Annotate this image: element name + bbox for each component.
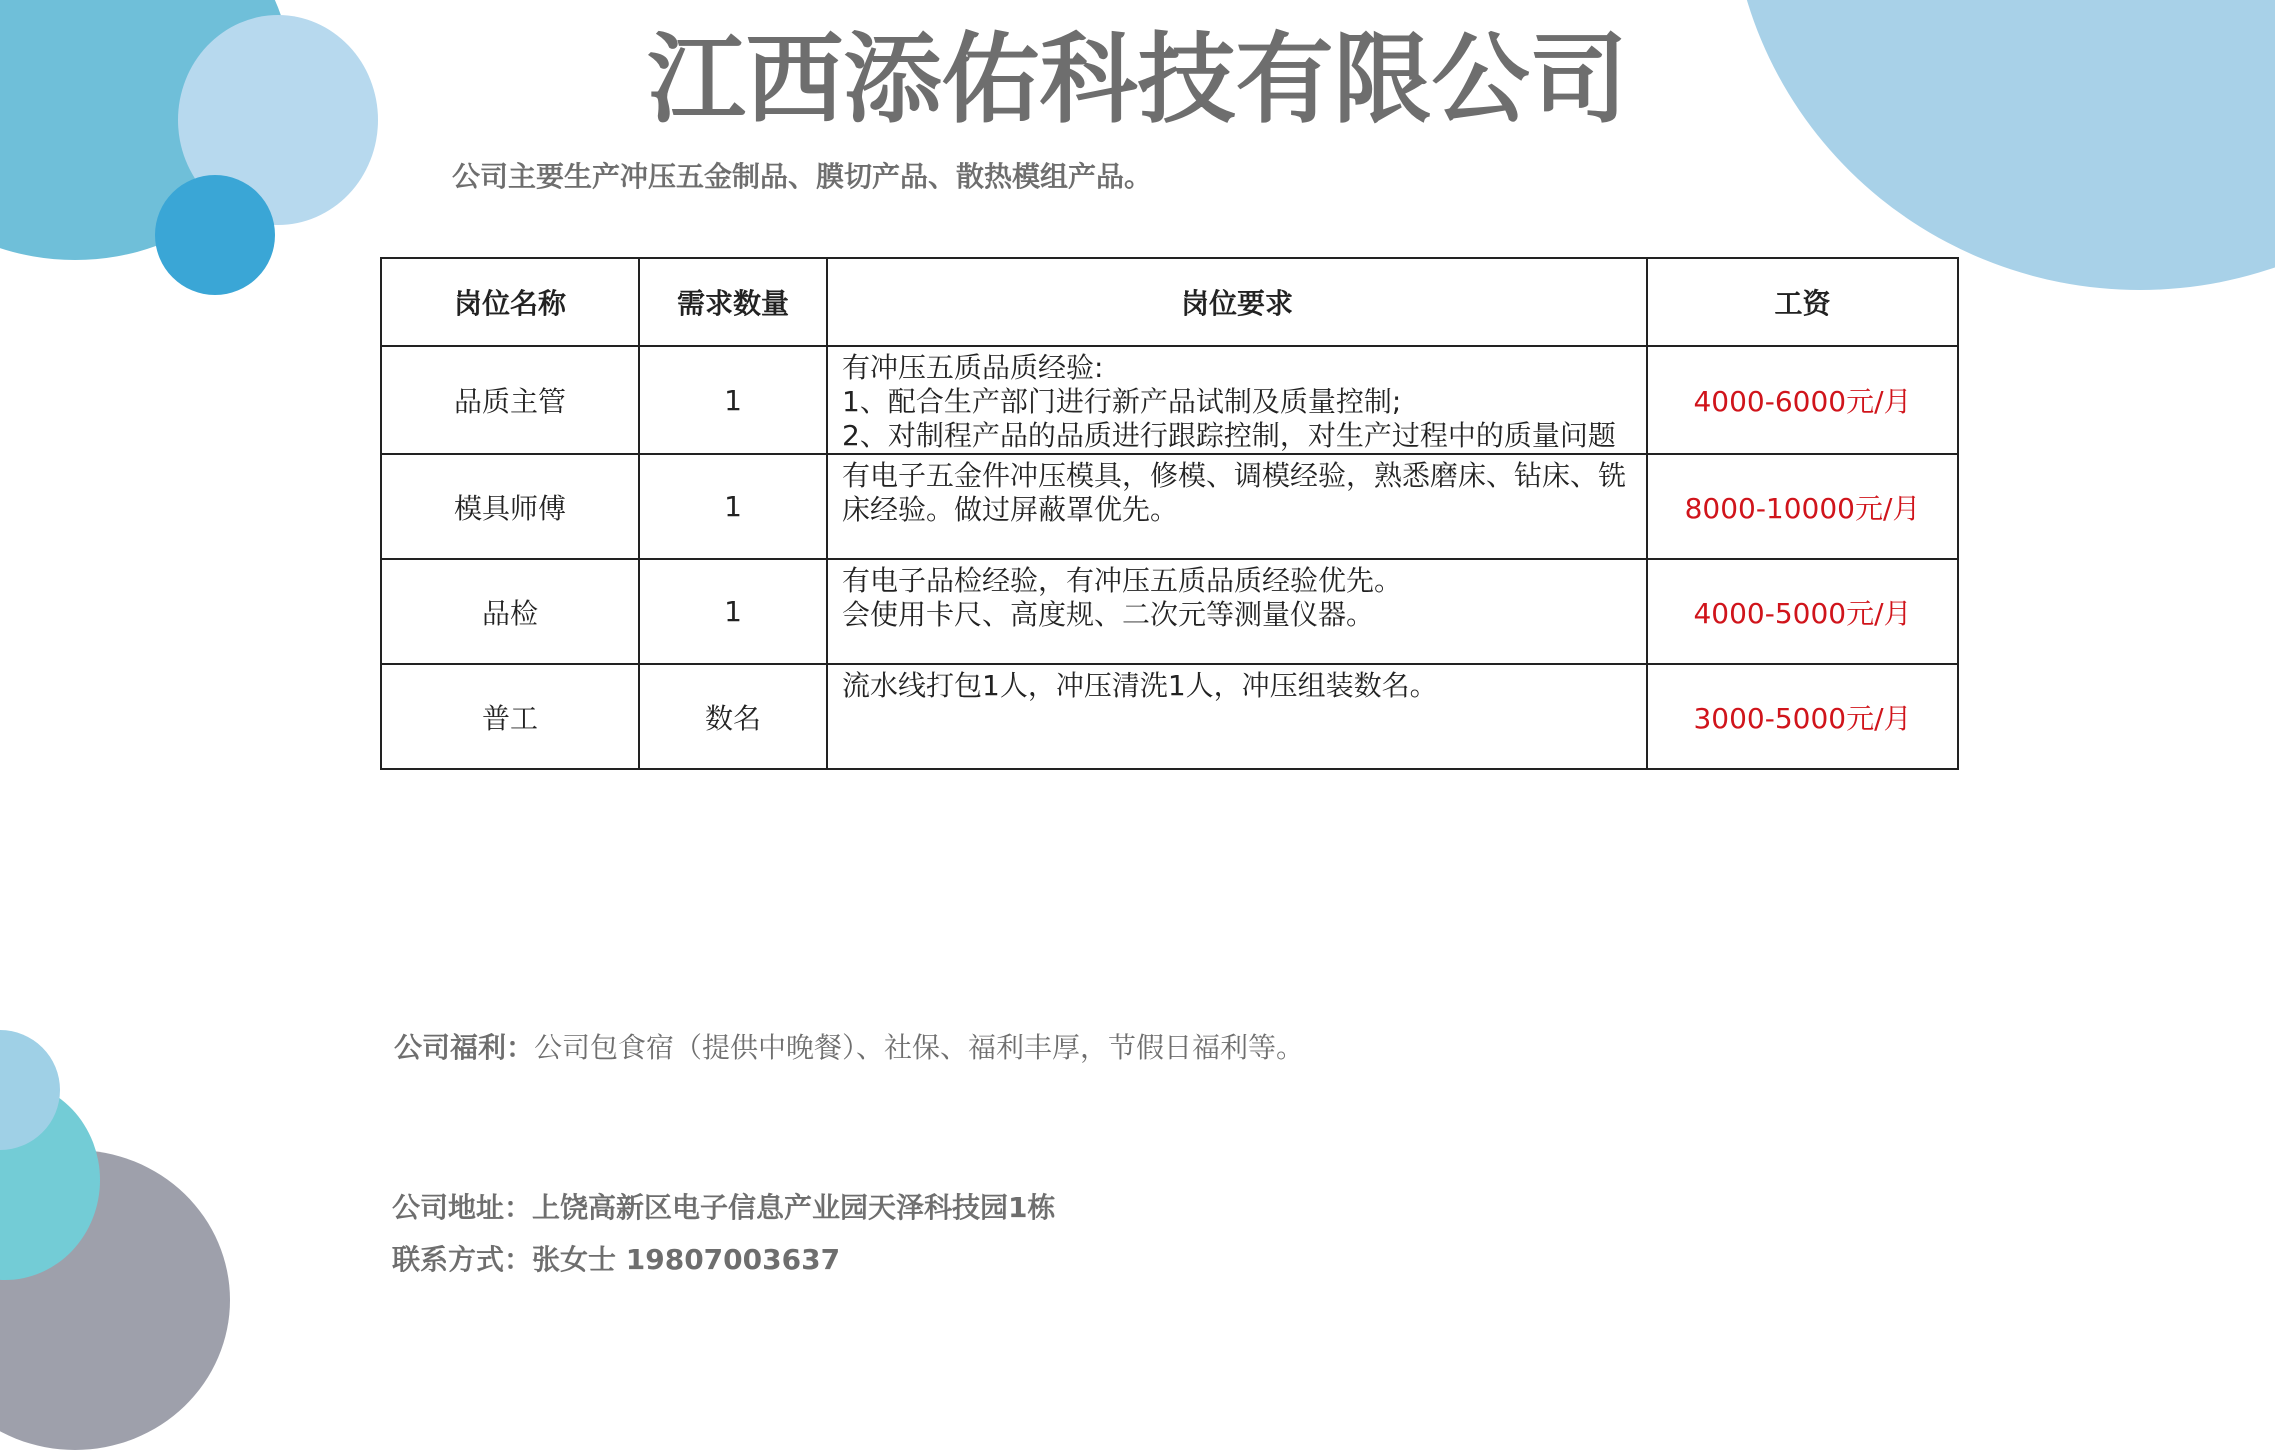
salary-cell: 4000-6000元/月	[1647, 346, 1958, 454]
header-position: 岗位名称	[381, 258, 639, 346]
table-row	[381, 559, 1958, 664]
count-cell: 1	[639, 454, 827, 559]
contact-info: 联系方式：张女士 19807003637	[392, 1243, 841, 1276]
header-requirements: 岗位要求	[827, 258, 1647, 346]
header-count: 需求数量	[639, 258, 827, 346]
position-cell: 普工	[381, 664, 639, 769]
page-title: 江西添佑科技有限公司	[647, 23, 1628, 137]
requirements-cell: 流水线打包1人，冲压清洗1人，冲压组装数名。	[827, 664, 1647, 769]
salary-cell: 8000-10000元/月	[1647, 454, 1958, 559]
company-address: 公司地址：上饶高新区电子信息产业园天泽科技园1栋	[392, 1191, 1056, 1224]
benefits-text: 公司包食宿（提供中晚餐）、社保、福利丰厚，节假日福利等。	[534, 1031, 1305, 1064]
requirements-cell: 有电子五金件冲压模具，修模、调模经验，熟悉磨床、钻床、铣床经验。做过屏蔽罩优先。	[827, 454, 1647, 559]
table-row	[381, 454, 1958, 559]
header-salary: 工资	[1647, 258, 1958, 346]
requirements-cell: 有电子品检经验，有冲压五质品质经验优先。 会使用卡尺、高度规、二次元等测量仪器。	[827, 559, 1647, 664]
position-cell: 品质主管	[381, 346, 639, 454]
requirements-cell: 有冲压五质品质经验: 1、配合生产部门进行新产品试制及质量控制; 2、对制程产品的品质进行跟踪控制，对生产过程中的质量问题	[827, 346, 1647, 454]
count-cell: 数名	[639, 664, 827, 769]
salary-cell: 4000-5000元/月	[1647, 559, 1958, 664]
count-cell: 1	[639, 346, 827, 454]
table-row	[381, 346, 1958, 454]
company-intro: 公司主要生产冲压五金制品、膜切产品、散热模组产品。	[452, 160, 1153, 193]
benefits-label: 公司福利：	[394, 1031, 535, 1064]
position-cell: 品检	[381, 559, 639, 664]
benefits	[394, 1026, 1304, 1066]
salary-cell: 3000-5000元/月	[1647, 664, 1958, 769]
table-header-row	[381, 258, 1958, 346]
table-row	[381, 664, 1958, 769]
count-cell: 1	[639, 559, 827, 664]
decor-circle	[155, 175, 275, 295]
position-cell: 模具师傅	[381, 454, 639, 559]
job-table	[380, 257, 1959, 770]
